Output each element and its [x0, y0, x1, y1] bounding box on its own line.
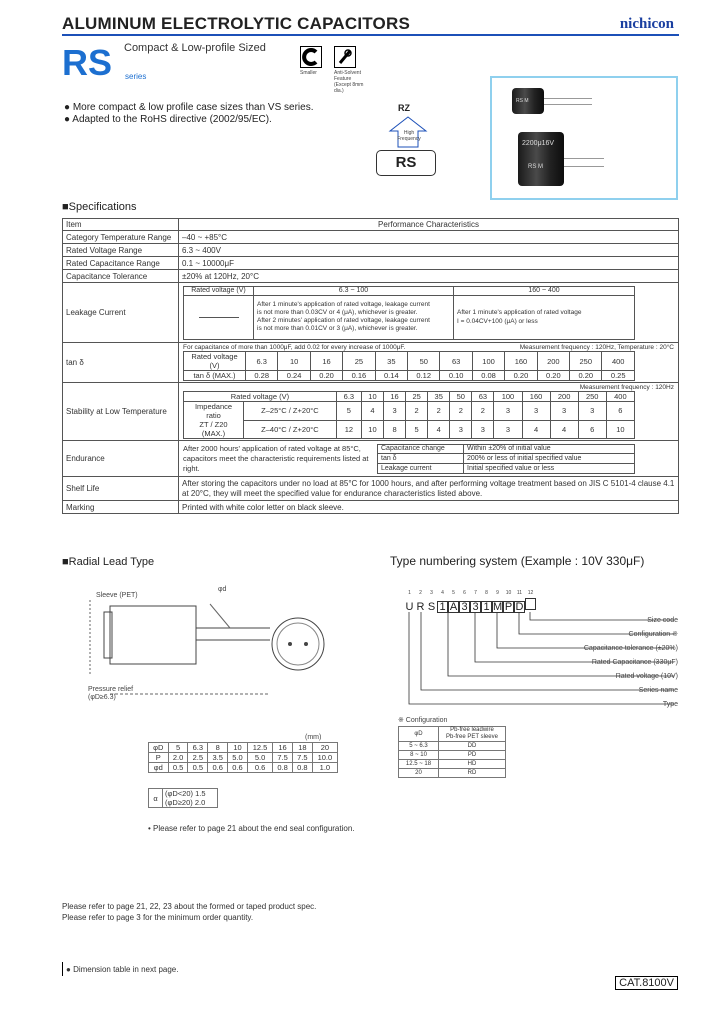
stability-cell: 4: [522, 420, 550, 439]
tan-value-cell: 0.20: [310, 371, 342, 381]
stability-cell: 3: [494, 402, 522, 421]
code-position: 3: [430, 590, 433, 596]
dims-cell: 2.0: [168, 753, 188, 763]
stability-cell: 2: [428, 402, 450, 421]
dims-cell: 2.5: [188, 753, 208, 763]
stability-table: Rated voltage (V) 6.3 10 16 25 35 50 63 100 160 200 250 400 Impedance ratio ZT / Z20 (MAX.) Z–25°C / Z+20°C 5 4 3 2 2 2 2 3 3 3 3 6 Z–40°C / Z+20°C 12 10 8 5 4 3 3 3 4 4 6 10: [183, 391, 635, 439]
stability-cell: 3: [578, 402, 606, 421]
tan-value-cell: 0.10: [440, 371, 472, 381]
ref-note-1: Please refer to page 21, 22, 23 about the formed or taped product spec.: [62, 902, 317, 911]
tan-value-cell: 0.08: [472, 371, 504, 381]
code-label: Rated Capacitance (330μF): [591, 659, 678, 666]
code-char: [525, 598, 536, 610]
code-char: U: [405, 601, 414, 613]
tan-value-cell: 0.12: [408, 371, 440, 381]
code-char: S: [427, 601, 436, 613]
stability-cell: 3: [550, 402, 578, 421]
config-row: 5 ~ 6.3 DD: [399, 742, 506, 751]
dims-cell: 10.0: [312, 753, 337, 763]
stability-cell: 2: [406, 402, 428, 421]
tan-voltage-cell: 50: [408, 352, 440, 371]
dims-cell: 5.0: [228, 753, 248, 763]
table-row: Rated Capacitance Range 0.1 ~ 10000μF: [63, 257, 679, 270]
dims-cell: 0.8: [292, 763, 312, 773]
tan-value-cell: 0.14: [375, 371, 407, 381]
tan-value-cell: 0.20: [570, 371, 602, 381]
dims-cell: 0.5: [188, 763, 208, 773]
tan-voltage-cell: 400: [602, 352, 635, 371]
footer-bar: [62, 962, 63, 976]
code-char: 1: [481, 601, 492, 613]
smaller-label: Smaller: [300, 70, 317, 76]
stability-cell: 10: [361, 392, 383, 402]
tan-voltage-cell: 160: [505, 352, 537, 371]
stability-cell: 6: [606, 402, 634, 421]
code-position: 12: [527, 590, 534, 596]
dims-cell: 5.0: [247, 753, 272, 763]
tan-value-cell: 0.25: [602, 371, 635, 381]
stability-cell: 4: [428, 420, 450, 439]
table-row: Rated Voltage Range 6.3 ~ 400V: [63, 244, 679, 257]
feature-bullets: [64, 102, 313, 126]
series-code: RS: [62, 42, 113, 83]
spec-table: [62, 218, 679, 514]
tan-voltage-cell: 35: [375, 352, 407, 371]
code-position: 2: [419, 590, 422, 596]
spec-col-perf: Performance Characteristics: [179, 219, 679, 231]
stability-cell: 250: [578, 392, 606, 402]
code-position: 4: [441, 590, 444, 596]
code-label: Rated voltage (10V): [615, 673, 678, 680]
config-row: 8 ~ 10 PD: [399, 751, 506, 760]
stability-cell: 160: [522, 392, 550, 402]
ref-note-2: Please refer to page 3 for the minimum order quantity.: [62, 913, 254, 922]
code-position: 11: [516, 590, 523, 596]
tan-voltage-cell: 250: [570, 352, 602, 371]
dims-unit: (mm): [305, 734, 322, 741]
code-char: 1: [437, 601, 448, 613]
table-row: Category Temperature Range –40 ~ +85°C: [63, 231, 679, 244]
stability-cell: 10: [606, 420, 634, 439]
stability-cell: 400: [606, 392, 634, 402]
tan-value-cell: 0.20: [537, 371, 569, 381]
end-seal-note: • Please refer to page 21 about the end seal configuration.: [148, 824, 355, 833]
dims-cell: 10: [228, 743, 248, 753]
stability-cell: 25: [406, 392, 428, 402]
anti-solvent-icon: [334, 46, 356, 68]
code-position: 7: [474, 590, 477, 596]
tan-value-cell: 0.16: [343, 371, 375, 381]
code-label: Series name: [638, 687, 678, 694]
smaller-icon: [300, 46, 322, 68]
tan-voltage-cell: 10: [278, 352, 310, 371]
bullet-item: ● More compact & low profile case sizes than VS series.: [64, 102, 314, 113]
type-numbering-heading: Type numbering system (Example : 10V 330μF): [390, 554, 645, 568]
code-label: Capacitance tolerance (±20%): [583, 645, 678, 652]
type-code-labels: [584, 614, 678, 712]
page-title: ALUMINUM ELECTROLYTIC CAPACITORS: [62, 14, 410, 33]
phi-d-label: φd: [218, 586, 227, 593]
dims-cell: 20: [312, 743, 337, 753]
stability-cell: 16: [384, 392, 406, 402]
radial-dims-table: φD 5 6.3 8 10 12.5 16 18 20 P 2.0 2.5 3.5 5.0 5.0 7.5 7.5 10.0 φd 0.5 0.5 0.6 0.6 0.6 0.8 0.8 1.0: [148, 742, 338, 773]
code-char: R: [416, 601, 425, 613]
code-char: A: [449, 601, 458, 613]
spec-col-item: Item: [63, 219, 179, 231]
stability-cell: 3: [494, 420, 522, 439]
tan-value-cell: 0.20: [505, 371, 537, 381]
stability-cell: 3: [384, 402, 406, 421]
capacitor-large-image: 2200μ16V RS M: [518, 132, 564, 186]
capacitor-small-image: RS M: [512, 88, 544, 114]
stability-cell: 63: [472, 392, 494, 402]
table-row: Marking Printed with white color letter on black sleeve.: [63, 501, 679, 514]
config-row: 12.5 ~ 18 HD: [399, 760, 506, 769]
table-row: Capacitance Tolerance ±20% at 120Hz, 20°C: [63, 270, 679, 283]
series-word: series: [125, 72, 147, 81]
dims-cell: 5: [168, 743, 188, 753]
code-position: 8: [485, 590, 488, 596]
brand-logo: nichicon: [619, 16, 674, 32]
stability-cell: 50: [450, 392, 472, 402]
anti-solvent-label: Anti-Solvent Feature (Except 8mm dia.): [334, 70, 364, 94]
table-row: Stability at Low Temperature Measurement frequency : 120Hz Rated voltage (V) 6.3 10 16 25 35 50 63 100 160 200 250 400 Impedance ratio ZT / Z20 (MAX.) Z–25°C / Z+20°C 5 4 3 2 2 2 2 3 3 3 3 6 Z–40°C / Z+20°C 12 10 8 5 4 3 3 3 4 4 6 10: [63, 383, 679, 441]
dims-cell: 7.5: [292, 753, 312, 763]
stability-cell: 5: [336, 402, 361, 421]
code-label: Size code: [647, 617, 678, 624]
code-position: 1: [408, 590, 411, 596]
stability-cell: 200: [550, 392, 578, 402]
stability-cell: 8: [384, 420, 406, 439]
stability-cell: 100: [494, 392, 522, 402]
dims-cell: 0.8: [273, 763, 293, 773]
radial-heading: ■Radial Lead Type: [62, 556, 155, 568]
code-position: 9: [496, 590, 499, 596]
stability-cell: 2: [472, 402, 494, 421]
table-row: tan δ For capacitance of more than 1000μF, add 0.02 for every increase of 1000μF. Measurement frequency : 120Hz, Temperature : 20°C Rated voltage (V) 6.3 10 16 25 35 50 63 100 160 200 250 400 tan δ (MAX.) 0.28 0.24 0.20 0.16 0.14 0.12 0.10 0.08 0.20 0.20 0.20 0.25: [63, 343, 679, 383]
stability-cell: 3: [522, 402, 550, 421]
flow-rz: RZ: [398, 103, 410, 113]
anti-solvent-feature: [334, 46, 364, 94]
dims-cell: 0.5: [168, 763, 188, 773]
config-row: 20 RD: [399, 769, 506, 778]
dims-cell: 12.5: [247, 743, 272, 753]
code-label: Configuration ※: [628, 631, 678, 638]
code-char: 3: [470, 601, 481, 613]
tan-voltage-cell: 6.3: [246, 352, 278, 371]
dimension-note: ● Dimension table in next page.: [66, 965, 179, 974]
stability-cell: 2: [450, 402, 472, 421]
dims-cell: 18: [292, 743, 312, 753]
tan-voltage-cell: 63: [440, 352, 472, 371]
pressure-relief-label: Pressure relief (φD≥6.3): [88, 686, 134, 701]
code-label: Type: [662, 701, 678, 708]
code-position: 10: [505, 590, 512, 596]
alpha-table: α (φD<20) 1.5 (φD≥20) 2.0: [148, 788, 218, 808]
stability-cell: 12: [336, 420, 361, 439]
tan-voltage-cell: 100: [472, 352, 504, 371]
dims-cell: 6.3: [188, 743, 208, 753]
tan-value-cell: 0.28: [246, 371, 278, 381]
tan-voltage-cell: 200: [537, 352, 569, 371]
dims-cell: 16: [273, 743, 293, 753]
dims-cell: 0.6: [228, 763, 248, 773]
dims-cell: 8: [208, 743, 228, 753]
stability-cell: 5: [406, 420, 428, 439]
code-position: 5: [452, 590, 455, 596]
dims-cell: 1.0: [312, 763, 337, 773]
code-position: 6: [463, 590, 466, 596]
tan-voltage-cell: 25: [343, 352, 375, 371]
code-char: 3: [459, 601, 470, 613]
tan-table: Rated voltage (V) 6.3 10 16 25 35 50 63 100 160 200 250 400 tan δ (MAX.) 0.28 0.24 0.20 0.16 0.14 0.12 0.10 0.08 0.20 0.20 0.20 0.25: [183, 351, 635, 381]
dims-cell: 0.6: [247, 763, 272, 773]
code-char: P: [504, 601, 513, 613]
type-code-positions: [404, 590, 536, 596]
stability-cell: 6.3: [336, 392, 361, 402]
specifications-heading: ■Specifications: [62, 201, 137, 213]
stability-cell: 35: [428, 392, 450, 402]
code-char: M: [493, 601, 503, 613]
table-row: Leakage Current Rated voltage (V) 6.3 ~ 100 160 ~ 400 After 1 minute's application of rated voltage, leakage current is not more than 0.03CV or 4 (μA), whichever is greater. After 2 minutes' application of rated voltage, leakage current is not more than 0.01CV or 3 (μA), whichever is greater. After 1 minute's application of rated voltage I = 0.04CV+100 (μA) or less: [63, 283, 679, 343]
product-photo: [490, 76, 678, 200]
catalog-number: CAT.8100V: [615, 976, 678, 990]
flow-rs-box: RS: [376, 150, 436, 176]
config-table: φD Pb-free leadwire Pb-free PET sleeve 5 ~ 6.3 DD 8 ~ 10 PD 12.5 ~ 18 HD 20 RD: [398, 726, 506, 778]
dims-cell: 7.5: [273, 753, 293, 763]
table-row: Endurance After 2000 hours' application of rated voltage at 85°C, capacitors meet the characteristic requirements listed at right. Capacitance change Within ±20% of initial value tan δ 200% or less of initial specified value Leakage current Initial specified value or less: [63, 441, 679, 477]
dims-cell: 3.5: [208, 753, 228, 763]
tan-voltage-cell: 16: [310, 352, 342, 371]
sleeve-label: Sleeve (PET): [96, 592, 138, 599]
stability-cell: 4: [361, 402, 383, 421]
tan-value-cell: 0.24: [278, 371, 310, 381]
header-rule: [62, 34, 679, 36]
stability-cell: 3: [472, 420, 494, 439]
stability-cell: 4: [550, 420, 578, 439]
config-title: ※ Configuration: [398, 717, 448, 724]
stability-cell: 6: [578, 420, 606, 439]
stability-cell: 10: [361, 420, 383, 439]
code-char: D: [515, 601, 524, 613]
flow-arrow-label: High Frequency: [397, 130, 421, 142]
stability-cell: 3: [450, 420, 472, 439]
smaller-feature: [300, 46, 322, 76]
bullet-item: ● Adapted to the RoHS directive (2002/95/EC).: [64, 114, 272, 125]
series-subtitle: Compact & Low-profile Sized: [124, 42, 266, 54]
table-row: Shelf Life After storing the capacitors under no load at 85°C for 1000 hours, and after performing voltage treatment based on JIS C 5101-4 clause 4.1 at 20°C, they will meet the specified value for endurance characteristics listed above.: [63, 477, 679, 501]
dims-cell: 0.6: [208, 763, 228, 773]
